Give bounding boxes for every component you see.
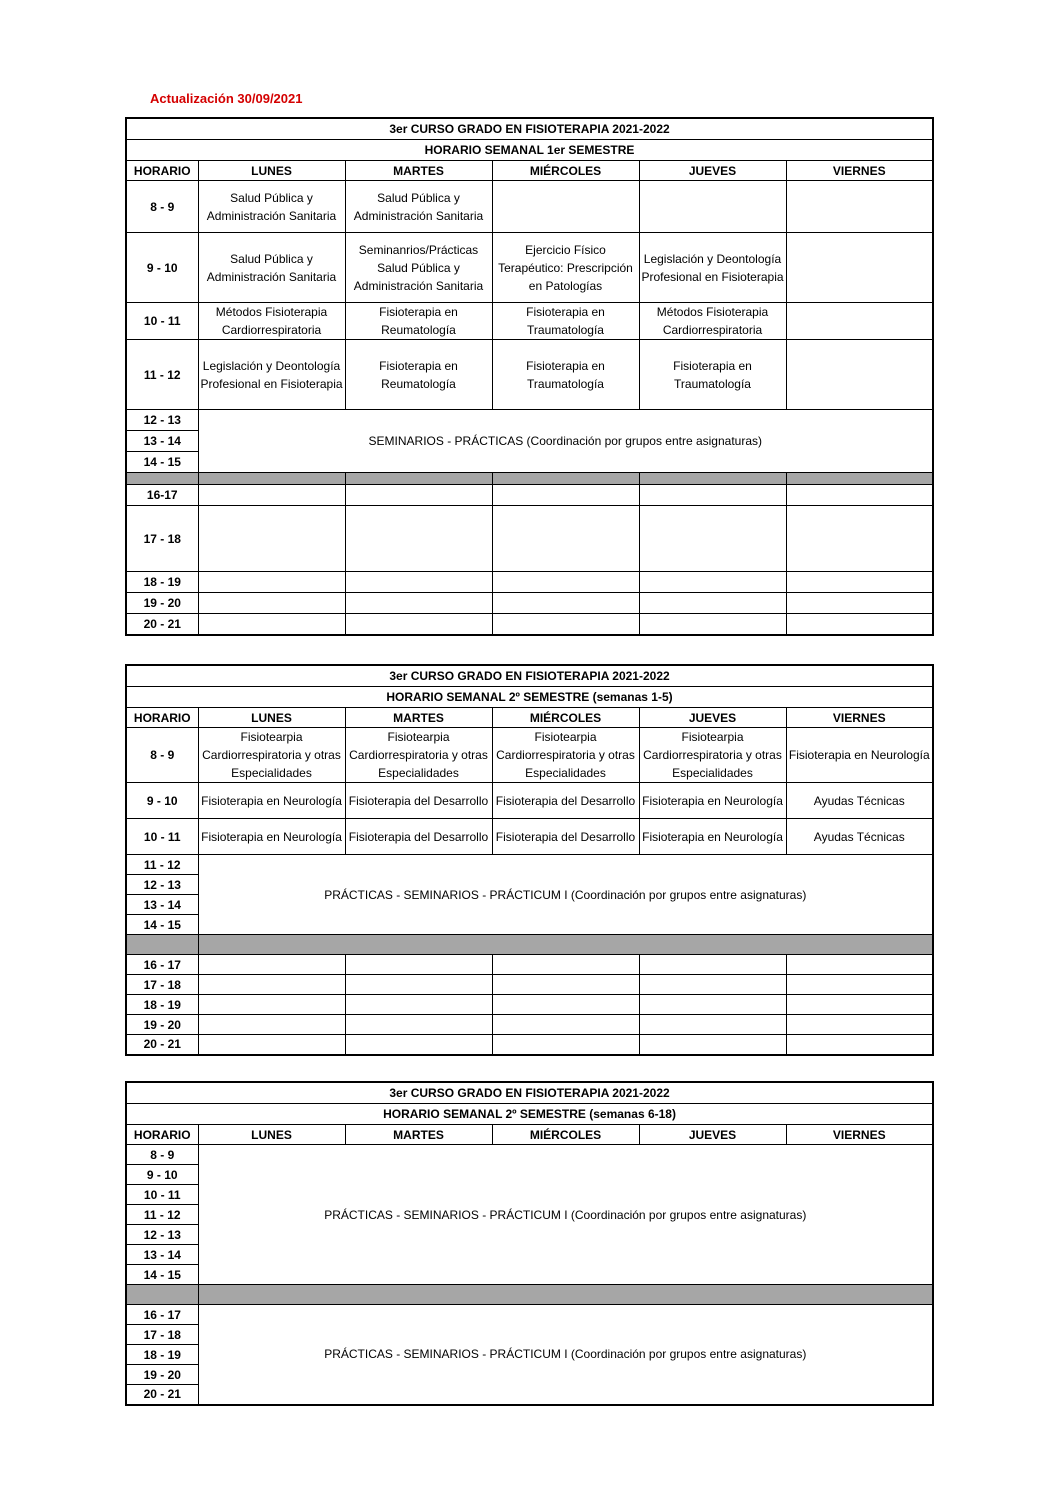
hour-label: 20 - 21 xyxy=(126,1035,198,1055)
schedule-cell: Fisioterapia en Neurología xyxy=(198,783,345,819)
hour-label: 9 - 10 xyxy=(126,783,198,819)
schedule-cell: Fisioterapia en Traumatología xyxy=(492,303,639,340)
hour-label: 11 - 12 xyxy=(126,855,198,875)
schedule-cell: Fisiotearpia Cardiorrespiratoria y otras Especialidades xyxy=(345,728,492,783)
merged-practicum-cell: PRÁCTICAS - SEMINARIOS - PRÁCTICUM I (Coordinación por grupos entre asignaturas) xyxy=(198,855,933,935)
table-row xyxy=(126,783,933,819)
update-date-label: Actualización 30/09/2021 xyxy=(150,91,303,106)
day-header-martes: MARTES xyxy=(345,708,492,728)
schedule-cell xyxy=(639,181,786,233)
hour-label: 11 - 12 xyxy=(126,1205,198,1225)
day-header-miercoles: MIÉRCOLES xyxy=(492,1125,639,1145)
schedule-cell: Fisioterapia en Traumatología xyxy=(639,340,786,410)
hour-label: 10 - 11 xyxy=(126,819,198,855)
hour-label: 14 - 15 xyxy=(126,1265,198,1285)
hour-label: 17 - 18 xyxy=(126,506,198,572)
schedule-table-2nd-semester-weeks-6-18 xyxy=(125,1081,934,1406)
hour-label: 9 - 10 xyxy=(126,1165,198,1185)
day-header-martes: MARTES xyxy=(345,161,492,181)
schedule-cell: Fisioterapia del Desarrollo xyxy=(345,783,492,819)
table-row xyxy=(126,233,933,303)
schedule-cell: Fisiotearpia Cardiorrespiratoria y otras Especialidades xyxy=(639,728,786,783)
schedule-cell: Seminanrios/Prácticas Salud Pública y Administración Sanitaria xyxy=(345,233,492,303)
schedule-cell: Fisioterapia en Neurología xyxy=(639,783,786,819)
lunch-break-row xyxy=(126,935,933,955)
day-header-lunes: LUNES xyxy=(198,1125,345,1145)
hour-label: 19 - 20 xyxy=(126,1365,198,1385)
hour-label: 18 - 19 xyxy=(126,1345,198,1365)
hour-label: 14 - 15 xyxy=(126,452,198,473)
table-row xyxy=(126,1015,933,1035)
hour-label: 14 - 15 xyxy=(126,915,198,935)
day-header-jueves: JUEVES xyxy=(639,1125,786,1145)
schedule-table-1st-semester xyxy=(125,117,934,636)
schedule-cell: Salud Pública y Administración Sanitaria xyxy=(198,233,345,303)
table-row xyxy=(126,1035,933,1055)
table-row xyxy=(126,855,933,875)
table-row xyxy=(126,485,933,506)
hour-label: 16 - 17 xyxy=(126,1305,198,1325)
schedule-cell: Ayudas Técnicas xyxy=(786,783,933,819)
hour-label: 9 - 10 xyxy=(126,233,198,303)
schedule-cell: Ayudas Técnicas xyxy=(786,819,933,855)
schedule-cell: Fisioterapia en Neurología xyxy=(786,728,933,783)
table-row xyxy=(126,614,933,635)
day-header-miercoles: MIÉRCOLES xyxy=(492,708,639,728)
lunch-break-row xyxy=(126,473,933,485)
merged-morning-practicum-cell: PRÁCTICAS - SEMINARIOS - PRÁCTICUM I (Coordinación por grupos entre asignaturas) xyxy=(198,1145,933,1285)
day-header-jueves: JUEVES xyxy=(639,161,786,181)
schedule-cell: Fisioterapia en Reumatología xyxy=(345,303,492,340)
hour-label: 12 - 13 xyxy=(126,410,198,431)
schedule-cell xyxy=(786,340,933,410)
day-header-martes: MARTES xyxy=(345,1125,492,1145)
schedule-cell: Métodos Fisioterapia Cardiorrespiratoria xyxy=(198,303,345,340)
schedule-cell xyxy=(492,181,639,233)
hour-label: 12 - 13 xyxy=(126,875,198,895)
hour-label: 17 - 18 xyxy=(126,1325,198,1345)
hour-label: 18 - 19 xyxy=(126,572,198,593)
schedule-cell: Fisioterapia del Desarrollo xyxy=(492,783,639,819)
schedule-cell xyxy=(786,303,933,340)
table-row xyxy=(126,340,933,410)
table-row xyxy=(126,593,933,614)
day-header-jueves: JUEVES xyxy=(639,708,786,728)
hours-column-header: HORARIO xyxy=(126,161,198,181)
table-row xyxy=(126,410,933,431)
hour-label: 13 - 14 xyxy=(126,431,198,452)
table-row xyxy=(126,303,933,340)
hour-label: 8 - 9 xyxy=(126,728,198,783)
hour-label: 18 - 19 xyxy=(126,995,198,1015)
schedule-cell: Fisioterapia del Desarrollo xyxy=(492,819,639,855)
schedule-cell: Salud Pública y Administración Sanitaria xyxy=(345,181,492,233)
table-subtitle: HORARIO SEMANAL 2º SEMESTRE (semanas 6-18) xyxy=(126,1104,933,1125)
schedule-cell: Fisioterapia en Neurología xyxy=(639,819,786,855)
schedule-cell: Fisiotearpia Cardiorrespiratoria y otras Especialidades xyxy=(492,728,639,783)
table-row xyxy=(126,975,933,995)
hour-label: 13 - 14 xyxy=(126,895,198,915)
hour-label: 8 - 9 xyxy=(126,181,198,233)
hour-label: 13 - 14 xyxy=(126,1245,198,1265)
hour-label: 20 - 21 xyxy=(126,614,198,635)
hour-label: 10 - 11 xyxy=(126,1185,198,1205)
schedule-cell: Métodos Fisioterapia Cardiorrespiratoria xyxy=(639,303,786,340)
schedule-cell: Fisioterapia en Reumatología xyxy=(345,340,492,410)
table-row xyxy=(126,995,933,1015)
schedule-cell: Fisioterapia del Desarrollo xyxy=(345,819,492,855)
hour-label: 16 - 17 xyxy=(126,955,198,975)
schedule-cell: Ejercicio Físico Terapéutico: Prescripción en Patologías xyxy=(492,233,639,303)
hour-label: 16-17 xyxy=(126,485,198,506)
table-title: 3er CURSO GRADO EN FISIOTERAPIA 2021-2022 xyxy=(126,665,933,687)
table-subtitle: HORARIO SEMANAL 1er SEMESTRE xyxy=(126,140,933,161)
hours-column-header: HORARIO xyxy=(126,1125,198,1145)
lunch-break-row xyxy=(126,1285,933,1305)
schedule-cell: Legislación y Deontología Profesional en Fisioterapia xyxy=(198,340,345,410)
hours-column-header: HORARIO xyxy=(126,708,198,728)
hour-label: 20 - 21 xyxy=(126,1385,198,1405)
table-row xyxy=(126,506,933,572)
day-header-lunes: LUNES xyxy=(198,708,345,728)
schedule-cell: Legislación y Deontología Profesional en Fisioterapia xyxy=(639,233,786,303)
schedule-cell: Fisioterapia en Neurología xyxy=(198,819,345,855)
table-row xyxy=(126,1145,933,1165)
schedule-cell xyxy=(786,233,933,303)
table-row xyxy=(126,1305,933,1325)
day-header-lunes: LUNES xyxy=(198,161,345,181)
schedule-table-2nd-semester-weeks-1-5 xyxy=(125,664,934,1056)
day-header-viernes: VIERNES xyxy=(786,161,933,181)
table-subtitle: HORARIO SEMANAL 2º SEMESTRE (semanas 1-5) xyxy=(126,687,933,708)
schedule-cell: Fisiotearpia Cardiorrespiratoria y otras Especialidades xyxy=(198,728,345,783)
hour-label: 10 - 11 xyxy=(126,303,198,340)
hour-label: 19 - 20 xyxy=(126,1015,198,1035)
hour-label: 8 - 9 xyxy=(126,1145,198,1165)
table-title: 3er CURSO GRADO EN FISIOTERAPIA 2021-2022 xyxy=(126,118,933,140)
table-row xyxy=(126,728,933,783)
schedule-cell xyxy=(786,181,933,233)
hour-label: 19 - 20 xyxy=(126,593,198,614)
table-row xyxy=(126,955,933,975)
table-row xyxy=(126,819,933,855)
hour-label: 12 - 13 xyxy=(126,1225,198,1245)
schedule-cell: Fisioterapia en Traumatología xyxy=(492,340,639,410)
day-header-viernes: VIERNES xyxy=(786,1125,933,1145)
hour-label: 11 - 12 xyxy=(126,340,198,410)
table-title: 3er CURSO GRADO EN FISIOTERAPIA 2021-2022 xyxy=(126,1082,933,1104)
hour-label: 17 - 18 xyxy=(126,975,198,995)
merged-afternoon-practicum-cell: PRÁCTICAS - SEMINARIOS - PRÁCTICUM I (Coordinación por grupos entre asignaturas) xyxy=(198,1305,933,1405)
schedule-cell: Salud Pública y Administración Sanitaria xyxy=(198,181,345,233)
day-header-miercoles: MIÉRCOLES xyxy=(492,161,639,181)
table-row xyxy=(126,572,933,593)
merged-seminar-cell: SEMINARIOS - PRÁCTICAS (Coordinación por grupos entre asignaturas) xyxy=(198,410,933,473)
day-header-viernes: VIERNES xyxy=(786,708,933,728)
table-row xyxy=(126,181,933,233)
